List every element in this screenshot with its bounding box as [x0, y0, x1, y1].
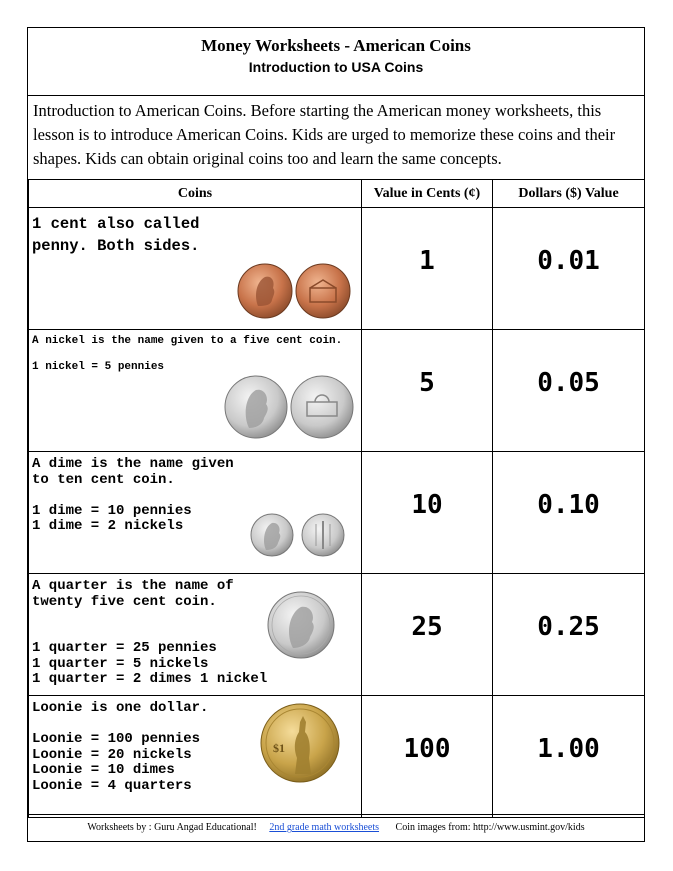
nickel-icon — [223, 374, 355, 440]
dollar-coin-icon — [259, 702, 341, 784]
coin-description: A nickel is the name given to a five cent coin. 1 nickel = 5 pennies — [32, 335, 343, 373]
footer — [28, 814, 644, 841]
cents-value: 5 — [419, 368, 435, 398]
coin-description: A dime is the name given to ten cent coin. 1 dime = 10 pennies 1 dime = 2 nickels — [32, 456, 234, 534]
footer-credit: Worksheets by : Guru Angad Educational! — [87, 822, 257, 833]
dollars-value: 0.25 — [537, 612, 600, 642]
column-header-cents: Value in Cents (¢) — [362, 180, 493, 208]
cents-cell — [362, 208, 493, 330]
coin-cell — [29, 330, 362, 452]
cents-cell — [362, 452, 493, 574]
table-row — [29, 208, 645, 330]
footer-link[interactable]: 2nd grade math worksheets — [269, 822, 380, 833]
worksheet — [27, 27, 645, 842]
coin-cell — [29, 696, 362, 818]
dollars-cell — [493, 574, 645, 696]
page-title: Money Worksheets - American Coins — [201, 36, 471, 55]
page-subtitle: Introduction to USA Coins — [248, 59, 424, 75]
cents-value: 100 — [403, 734, 451, 764]
table-row — [29, 696, 645, 818]
quarter-icon — [266, 590, 336, 660]
coin-cell — [29, 452, 362, 574]
coin-description: 1 cent also called penny. Both sides. — [32, 215, 200, 255]
table-row — [29, 330, 645, 452]
dollars-value: 1.00 — [537, 734, 600, 764]
cents-value: 10 — [411, 490, 443, 520]
table-row — [29, 574, 645, 696]
dollars-value: 0.10 — [537, 490, 600, 520]
cents-value: 25 — [411, 612, 443, 642]
cents-value: 1 — [419, 246, 435, 276]
penny-icon — [236, 262, 356, 320]
coins-table — [28, 179, 645, 818]
coin-cell — [29, 208, 362, 330]
coin-description: Loonie is one dollar. Loonie = 100 pennies Loonie = 20 nickels Loonie = 10 dimes Loonie = 4 quarters — [32, 700, 209, 794]
footer-source: Coin images from: http://www.usmint.gov/kids — [395, 822, 585, 833]
dollars-cell — [493, 452, 645, 574]
dollars-cell — [493, 208, 645, 330]
dollar-coin-label: $1 — [273, 741, 285, 755]
dollars-cell — [493, 330, 645, 452]
cents-cell — [362, 574, 493, 696]
coin-cell — [29, 574, 362, 696]
table-header-row — [29, 180, 645, 208]
intro-paragraph: Introduction to American Coins. Before starting the American money worksheets, this lesson is to introduce American Coins. Kids are urged to memorize these coins and their shapes. Kids can obtain original coins too and learn the same concepts. — [33, 101, 616, 168]
column-header-coins: Coins — [29, 180, 362, 208]
dollars-value: 0.05 — [537, 368, 600, 398]
cents-cell — [362, 330, 493, 452]
dollars-cell — [493, 696, 645, 818]
cents-cell — [362, 696, 493, 818]
column-header-dollars: Dollars ($) Value — [493, 180, 645, 208]
dime-icon — [249, 512, 347, 558]
table-row — [29, 452, 645, 574]
coin-description: A quarter is the name of twenty five cent coin. 1 quarter = 25 pennies 1 quarter = 5 nickels 1 quarter = 2 dimes 1 nickel — [32, 578, 268, 687]
header — [28, 28, 644, 96]
dollars-value: 0.01 — [537, 246, 600, 276]
